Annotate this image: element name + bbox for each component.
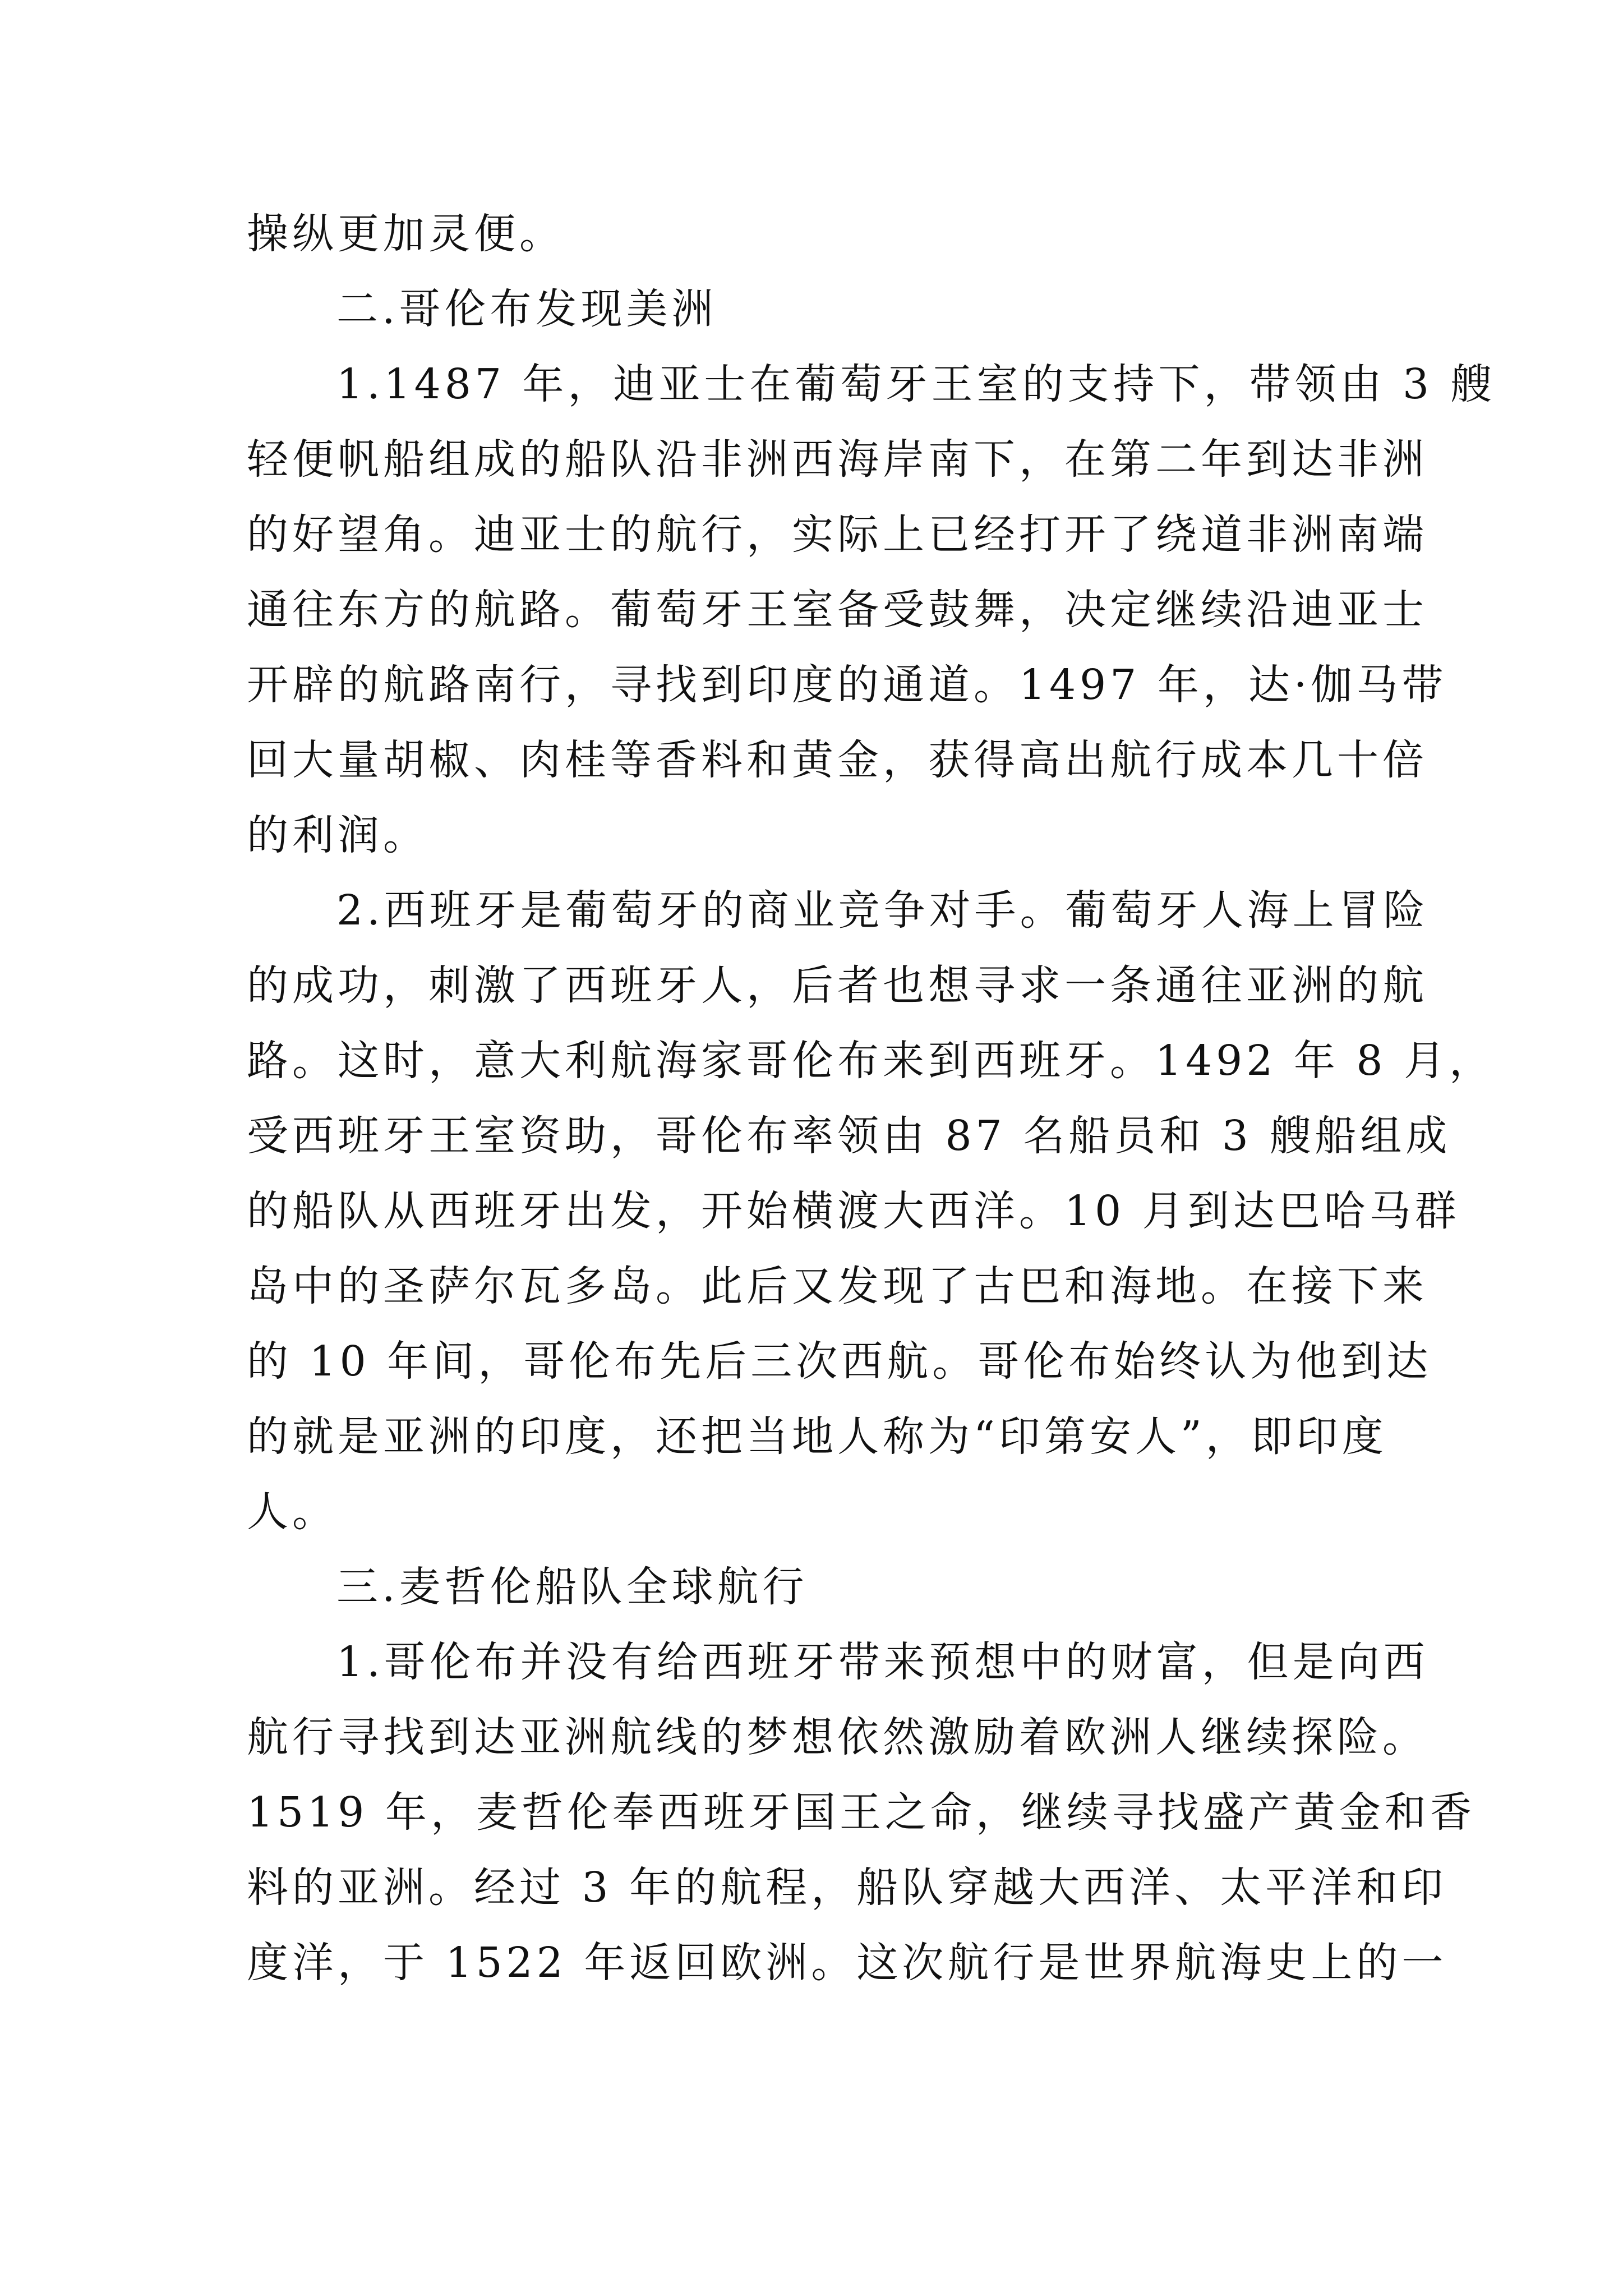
paragraph-line: 1.哥伦布并没有给西班牙带来预想中的财富，但是向西 [336, 1638, 1429, 1686]
body-text [247, 196, 1496, 2000]
paragraph-line: 的 10 年间，哥伦布先后三次西航。哥伦布始终认为他到达 [247, 1337, 1432, 1386]
paragraph-line: 料的亚洲。经过 3 年的航程，船队穿越大西洋、太平洋和印 [247, 1864, 1447, 1912]
paragraph-line: 2.西班牙是葡萄牙的商业竞争对手。葡萄牙人海上冒险 [336, 886, 1429, 935]
paragraph-line: 的成功，刺激了西班牙人，后者也想寻求一条通往亚洲的航 [247, 961, 1428, 1010]
paragraph-line: 轻便帆船组成的船队沿非洲西海岸南下，在第二年到达非洲 [247, 435, 1428, 484]
section-heading: 二.哥伦布发现美洲 [336, 285, 717, 333]
paragraph-line: 1.1487 年，迪亚士在葡萄牙王室的支持下，带领由 3 艘 [336, 360, 1496, 408]
section-heading: 三.麦哲伦船队全球航行 [336, 1563, 808, 1611]
paragraph-line: 岛中的圣萨尔瓦多岛。此后又发现了古巴和海地。在接下来 [247, 1262, 1428, 1310]
paragraph-line: 的船队从西班牙出发，开始横渡大西洋。10 月到达巴哈马群 [247, 1187, 1460, 1235]
paragraph-line: 1519 年，麦哲伦奉西班牙国王之命，继续寻找盛产黄金和香 [247, 1788, 1476, 1837]
paragraph-line: 回大量胡椒、肉桂等香料和黄金，获得高出航行成本几十倍 [247, 736, 1428, 784]
paragraph-line: 路。这时，意大利航海家哥伦布来到西班牙。1492 年 8 月， [247, 1037, 1495, 1085]
paragraph-line: 通往东方的航路。葡萄牙王室备受鼓舞，决定继续沿迪亚士 [247, 586, 1428, 634]
paragraph-line: 受西班牙王室资助，哥伦布率领由 87 名船员和 3 艘船组成 [247, 1112, 1451, 1160]
paragraph-line: 的好望角。迪亚士的航行，实际上已经打开了绕道非洲南端 [247, 510, 1428, 559]
paragraph-line: 度洋，于 1522 年返回欧洲。这次航行是世界航海史上的一 [247, 1939, 1447, 1987]
paragraph-line: 的利润。 [247, 811, 428, 859]
paragraph-line: 航行寻找到达亚洲航线的梦想依然激励着欧洲人继续探险。 [247, 1713, 1428, 1761]
paragraph-line: 人。 [247, 1488, 338, 1536]
paragraph-line: 的就是亚洲的印度，还把当地人称为“印第安人”，即印度 [247, 1412, 1387, 1461]
paragraph-line: 开辟的航路南行，寻找到印度的通道。1497 年，达·伽马带 [247, 661, 1447, 709]
text-line: 操纵更加灵便。 [247, 210, 565, 258]
